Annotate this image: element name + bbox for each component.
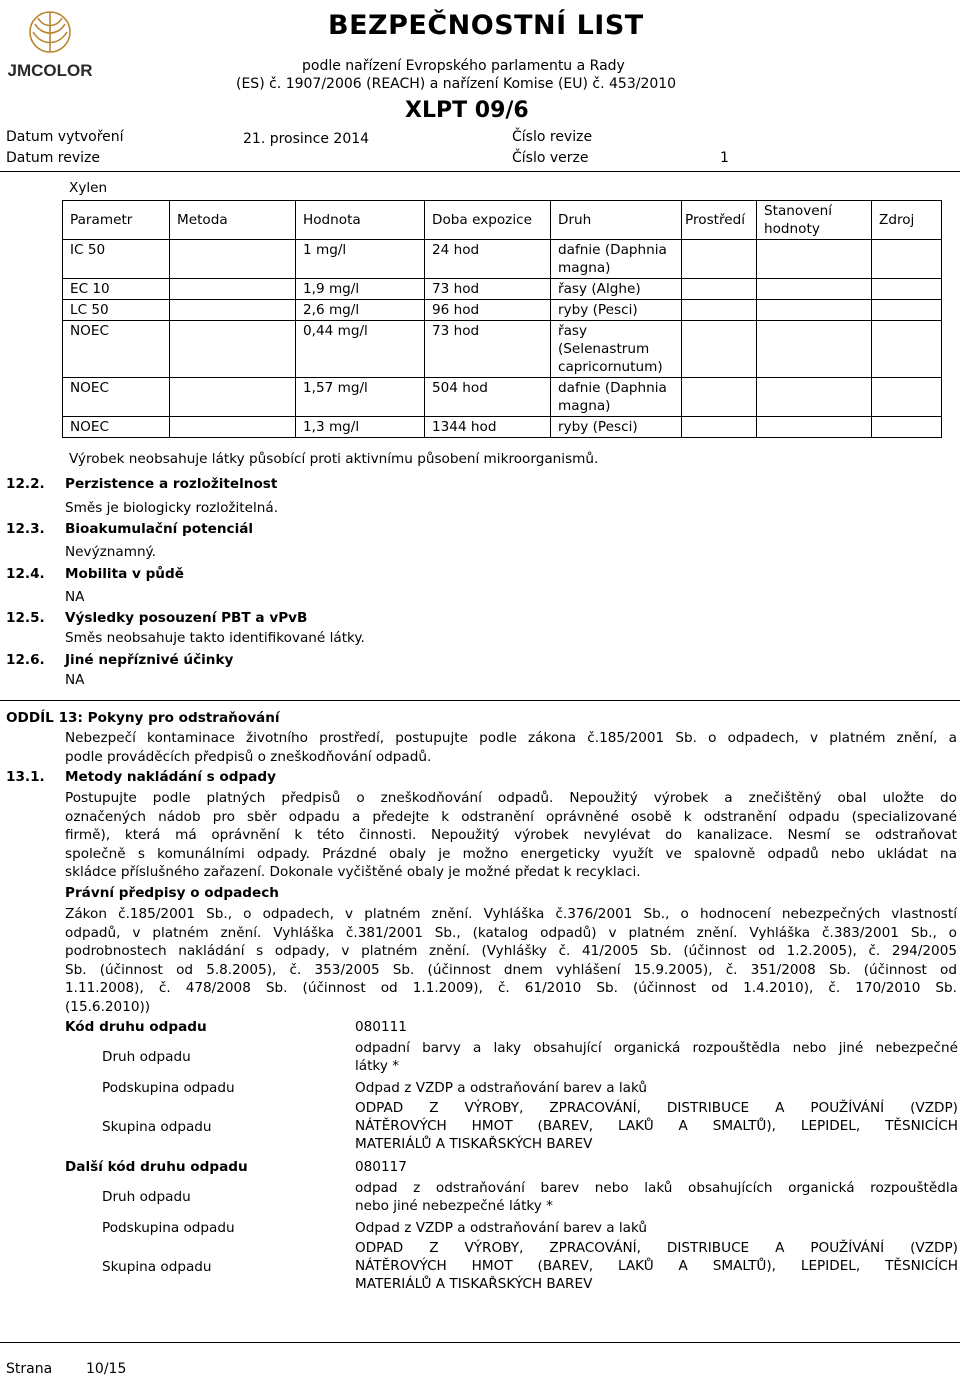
text-line: ODPAD Z VÝROBY, ZPRACOVÁNÍ, DISTRIBUCE A POUŽÍVÁNÍ (VZDP) — [355, 1100, 958, 1116]
table-row — [63, 417, 942, 438]
table-cell — [682, 279, 757, 300]
text-line: 1.11.2008), č. 478/2008 Sb. (účinnost od 1.1.2009), č. 61/2010 Sb. (účinnost od 1.4.2010), č. 170/2010 Sb. — [65, 980, 957, 996]
text-line: firmě), která má oprávnění k této činnosti. Nepoužitý výrobek nevylévat do kanalizace. Nesmí se odstraňovat — [65, 827, 957, 843]
text-line: společně s komunálními odpady. Prázdné obaly je možno energeticky využít ve spalovně odpadů nebo ukládat na — [65, 845, 957, 862]
table-cell: EC 10 — [63, 279, 170, 300]
waste-subgroup-value: Odpad z VZDP a odstraňování barev a laků — [355, 1220, 648, 1236]
table-cell — [757, 240, 872, 279]
footer-divider — [0, 1342, 960, 1343]
section-number: 12.5. — [6, 610, 45, 626]
page-label: Strana — [6, 1361, 53, 1377]
table-cell: 73 hod — [425, 321, 551, 378]
section-number: 12.4. — [6, 566, 45, 582]
text-line: odpadní barvy a laky obsahující organická rozpouštědla nebo jiné nebezpečné — [355, 1040, 958, 1056]
waste-methods-paragraph — [65, 789, 957, 882]
table-cell — [170, 417, 296, 438]
text-line: Postupujte podle platných předpisů o zneškodňování odpadů. Nepoužitý výrobek a znečištěný obal uložte do — [65, 790, 957, 806]
created-date-label: Datum vytvoření — [6, 129, 124, 145]
table-cell: 1,9 mg/l — [296, 279, 425, 300]
section-number: 13.1. — [6, 769, 45, 785]
table-cell: ryby (Pesci) — [551, 300, 682, 321]
table-cell — [757, 417, 872, 438]
table-row — [63, 300, 942, 321]
table-cell: řasy (Selenastrum capricornutum) — [551, 321, 682, 378]
table-cell — [170, 321, 296, 378]
section-number: 12.2. — [6, 476, 45, 492]
table-cell — [170, 378, 296, 417]
col-header: Druh — [551, 201, 682, 240]
table-cell — [872, 240, 942, 279]
table-cell — [757, 300, 872, 321]
header-divider — [0, 171, 960, 172]
table-cell: NOEC — [63, 321, 170, 378]
document-title: BEZPEČNOSTNÍ LIST — [328, 10, 644, 41]
table-cell — [682, 417, 757, 438]
col-header: Hodnota — [296, 201, 425, 240]
waste-code-label: Další kód druhu odpadu — [65, 1159, 248, 1175]
section-title: Mobilita v půdě — [65, 566, 184, 582]
waste-type-value — [355, 1039, 958, 1075]
table-cell: 1,3 mg/l — [296, 417, 425, 438]
waste-group-label: Skupina odpadu — [102, 1119, 212, 1135]
table-cell — [682, 321, 757, 378]
waste-code-label: Kód druhu odpadu — [65, 1019, 207, 1035]
table-cell — [757, 279, 872, 300]
section-13-intro — [65, 729, 957, 766]
page-number: 10/15 — [86, 1361, 127, 1377]
table-cell — [682, 300, 757, 321]
regulation-line-1: podle nařízení Evropského parlamentu a Rady — [302, 58, 625, 74]
text-line: odpad z odstraňování barev nebo laků obsahujících organická rozpouštědla — [355, 1180, 958, 1196]
table-cell: řasy (Alghe) — [551, 279, 682, 300]
table-cell: 504 hod — [425, 378, 551, 417]
waste-type-value — [355, 1179, 958, 1215]
section-text: Směs je biologicky rozložitelná. — [65, 500, 279, 516]
waste-subgroup-value: Odpad z VZDP a odstraňování barev a laků — [355, 1080, 648, 1096]
table-cell: NOEC — [63, 378, 170, 417]
version-label: Číslo verze — [512, 150, 589, 166]
text-line: látky * — [355, 1058, 399, 1074]
substance-name: Xylen — [69, 180, 108, 196]
table-cell — [872, 378, 942, 417]
table-cell — [170, 279, 296, 300]
section-number: 12.3. — [6, 521, 45, 537]
waste-type-label: Druh odpadu — [102, 1189, 191, 1205]
waste-subgroup-label: Podskupina odpadu — [102, 1080, 235, 1096]
waste-group-value — [355, 1239, 958, 1293]
section-number: 12.6. — [6, 652, 45, 668]
table-cell: 96 hod — [425, 300, 551, 321]
section-title: Bioakumulační potenciál — [65, 521, 254, 537]
table-row — [63, 279, 942, 300]
table-cell — [757, 321, 872, 378]
table-cell — [170, 300, 296, 321]
table-row — [63, 240, 942, 279]
table-cell: 2,6 mg/l — [296, 300, 425, 321]
table-cell: 73 hod — [425, 279, 551, 300]
table-cell: dafnie (Daphnia magna) — [551, 240, 682, 279]
text-line: MATERIÁLŮ A TISKAŘSKÝCH BAREV — [355, 1276, 593, 1292]
table-header-row — [63, 201, 942, 240]
table-cell — [170, 240, 296, 279]
table-cell — [872, 279, 942, 300]
ecotoxicity-table — [62, 200, 942, 438]
text-line: skládce příslušného zařazení. Dokonale vyčištěné obaly je možné předat k recyklaci. — [65, 864, 641, 880]
section-title: Jiné nepříznivé účinky — [65, 652, 234, 668]
col-header: Stanovení hodnoty — [757, 201, 872, 240]
table-note: Výrobek neobsahuje látky působící proti aktivnímu působení mikroorganismů. — [69, 451, 599, 467]
text-line: Zákon č.185/2001 Sb., o odpadech, v platném znění. Vyhláška č.376/2001 Sb., o hodnocení nebezpečných vlastností — [65, 906, 957, 922]
text-line: podrobnostech nakládání s odpady, v platném znění. (Vyhlášky č. 41/2005 Sb. (účinnost od 1.2.2005), č. 294/2005 — [65, 943, 957, 959]
table-cell: 1 mg/l — [296, 240, 425, 279]
table-cell — [757, 378, 872, 417]
section-title: Metody nakládání s odpady — [65, 769, 276, 785]
text-line: NÁTĚROVÝCH HMOT (BAREV, LAKŮ A SMALTŮ), LEPIDEL, TĚSNICÍCH — [355, 1258, 958, 1274]
version-value: 1 — [720, 150, 729, 166]
legal-paragraph — [65, 905, 957, 1016]
revision-date-label: Datum revize — [6, 150, 101, 166]
table-row — [63, 321, 942, 378]
section-title: Výsledky posouzení PBT a vPvB — [65, 610, 308, 626]
text-line: Nebezpečí kontaminace životního prostředí, postupujte podle zákona č.185/2001 Sb. o odpadech, v platném znění, a — [65, 730, 957, 746]
table-cell: 24 hod — [425, 240, 551, 279]
logo-text: JMCOLOR — [7, 61, 93, 80]
regulation-line-2: (ES) č. 1907/2006 (REACH) a nařízení Komise (EU) č. 453/2010 — [236, 76, 677, 92]
waste-type-label: Druh odpadu — [102, 1049, 191, 1065]
table-cell: dafnie (Daphnia magna) — [551, 378, 682, 417]
table-cell: ryby (Pesci) — [551, 417, 682, 438]
waste-subgroup-label: Podskupina odpadu — [102, 1220, 235, 1236]
waste-code-value: 080117 — [355, 1159, 407, 1175]
product-code: XLPT 09/6 — [405, 98, 529, 123]
section-13-title: ODDÍL 13: Pokyny pro odstraňování — [6, 710, 280, 726]
table-cell — [682, 240, 757, 279]
section-text: Směs neobsahuje takto identifikované látky. — [65, 630, 365, 646]
text-line: podle prováděcích předpisů o zneškodňování odpadů. — [65, 748, 432, 765]
table-row — [63, 378, 942, 417]
text-line: MATERIÁLŮ A TISKAŘSKÝCH BAREV — [355, 1136, 593, 1152]
table-cell: LC 50 — [63, 300, 170, 321]
table-cell — [682, 378, 757, 417]
table-cell — [872, 300, 942, 321]
table-cell: NOEC — [63, 417, 170, 438]
text-line: ODPAD Z VÝROBY, ZPRACOVÁNÍ, DISTRIBUCE A POUŽÍVÁNÍ (VZDP) — [355, 1240, 958, 1256]
revision-number-label: Číslo revize — [512, 129, 593, 145]
jmcolor-logo — [2, 6, 98, 82]
table-cell — [872, 417, 942, 438]
section-title: Perzistence a rozložitelnost — [65, 476, 278, 492]
table-cell: 0,44 mg/l — [296, 321, 425, 378]
text-line: (15.6.2010)) — [65, 998, 151, 1015]
col-header: Zdroj — [872, 201, 942, 240]
waste-group-value — [355, 1099, 958, 1153]
section-text: Nevýznamný. — [65, 544, 156, 560]
text-line: nebo jiné nebezpečné látky * — [355, 1198, 553, 1214]
legal-title: Právní předpisy o odpadech — [65, 885, 279, 901]
col-header: Metoda — [170, 201, 296, 240]
waste-code-value: 080111 — [355, 1019, 407, 1035]
created-date-value: 21. prosince 2014 — [243, 131, 370, 147]
table-cell: 1344 hod — [425, 417, 551, 438]
table-cell — [872, 321, 942, 378]
waste-group-label: Skupina odpadu — [102, 1259, 212, 1275]
text-line: Sb. (účinnost od 5.8.2005), č. 353/2005 Sb. (účinnost dnem vyhlášení 15.9.2005), č. 351/2008 Sb. (účinnost od — [65, 961, 957, 978]
text-line: označených nádob pro sběr odpadu a předejte k odstranění oprávněné osobě k odstranění odpadu (specializované — [65, 808, 957, 825]
col-header: Prostředí — [682, 201, 757, 240]
col-header: Doba expozice — [425, 201, 551, 240]
table-cell: 1,57 mg/l — [296, 378, 425, 417]
table-cell: IC 50 — [63, 240, 170, 279]
section-divider — [0, 700, 960, 701]
section-text: NA — [65, 672, 85, 688]
col-header: Parametr — [63, 201, 170, 240]
text-line: odpadů, v platném znění. Vyhláška č.381/2001 Sb., (katalog odpadů) v platném znění. Vyhláška č.383/2001 Sb., o — [65, 924, 957, 941]
text-line: NÁTĚROVÝCH HMOT (BAREV, LAKŮ A SMALTŮ), LEPIDEL, TĚSNICÍCH — [355, 1118, 958, 1134]
section-text: NA — [65, 589, 85, 605]
